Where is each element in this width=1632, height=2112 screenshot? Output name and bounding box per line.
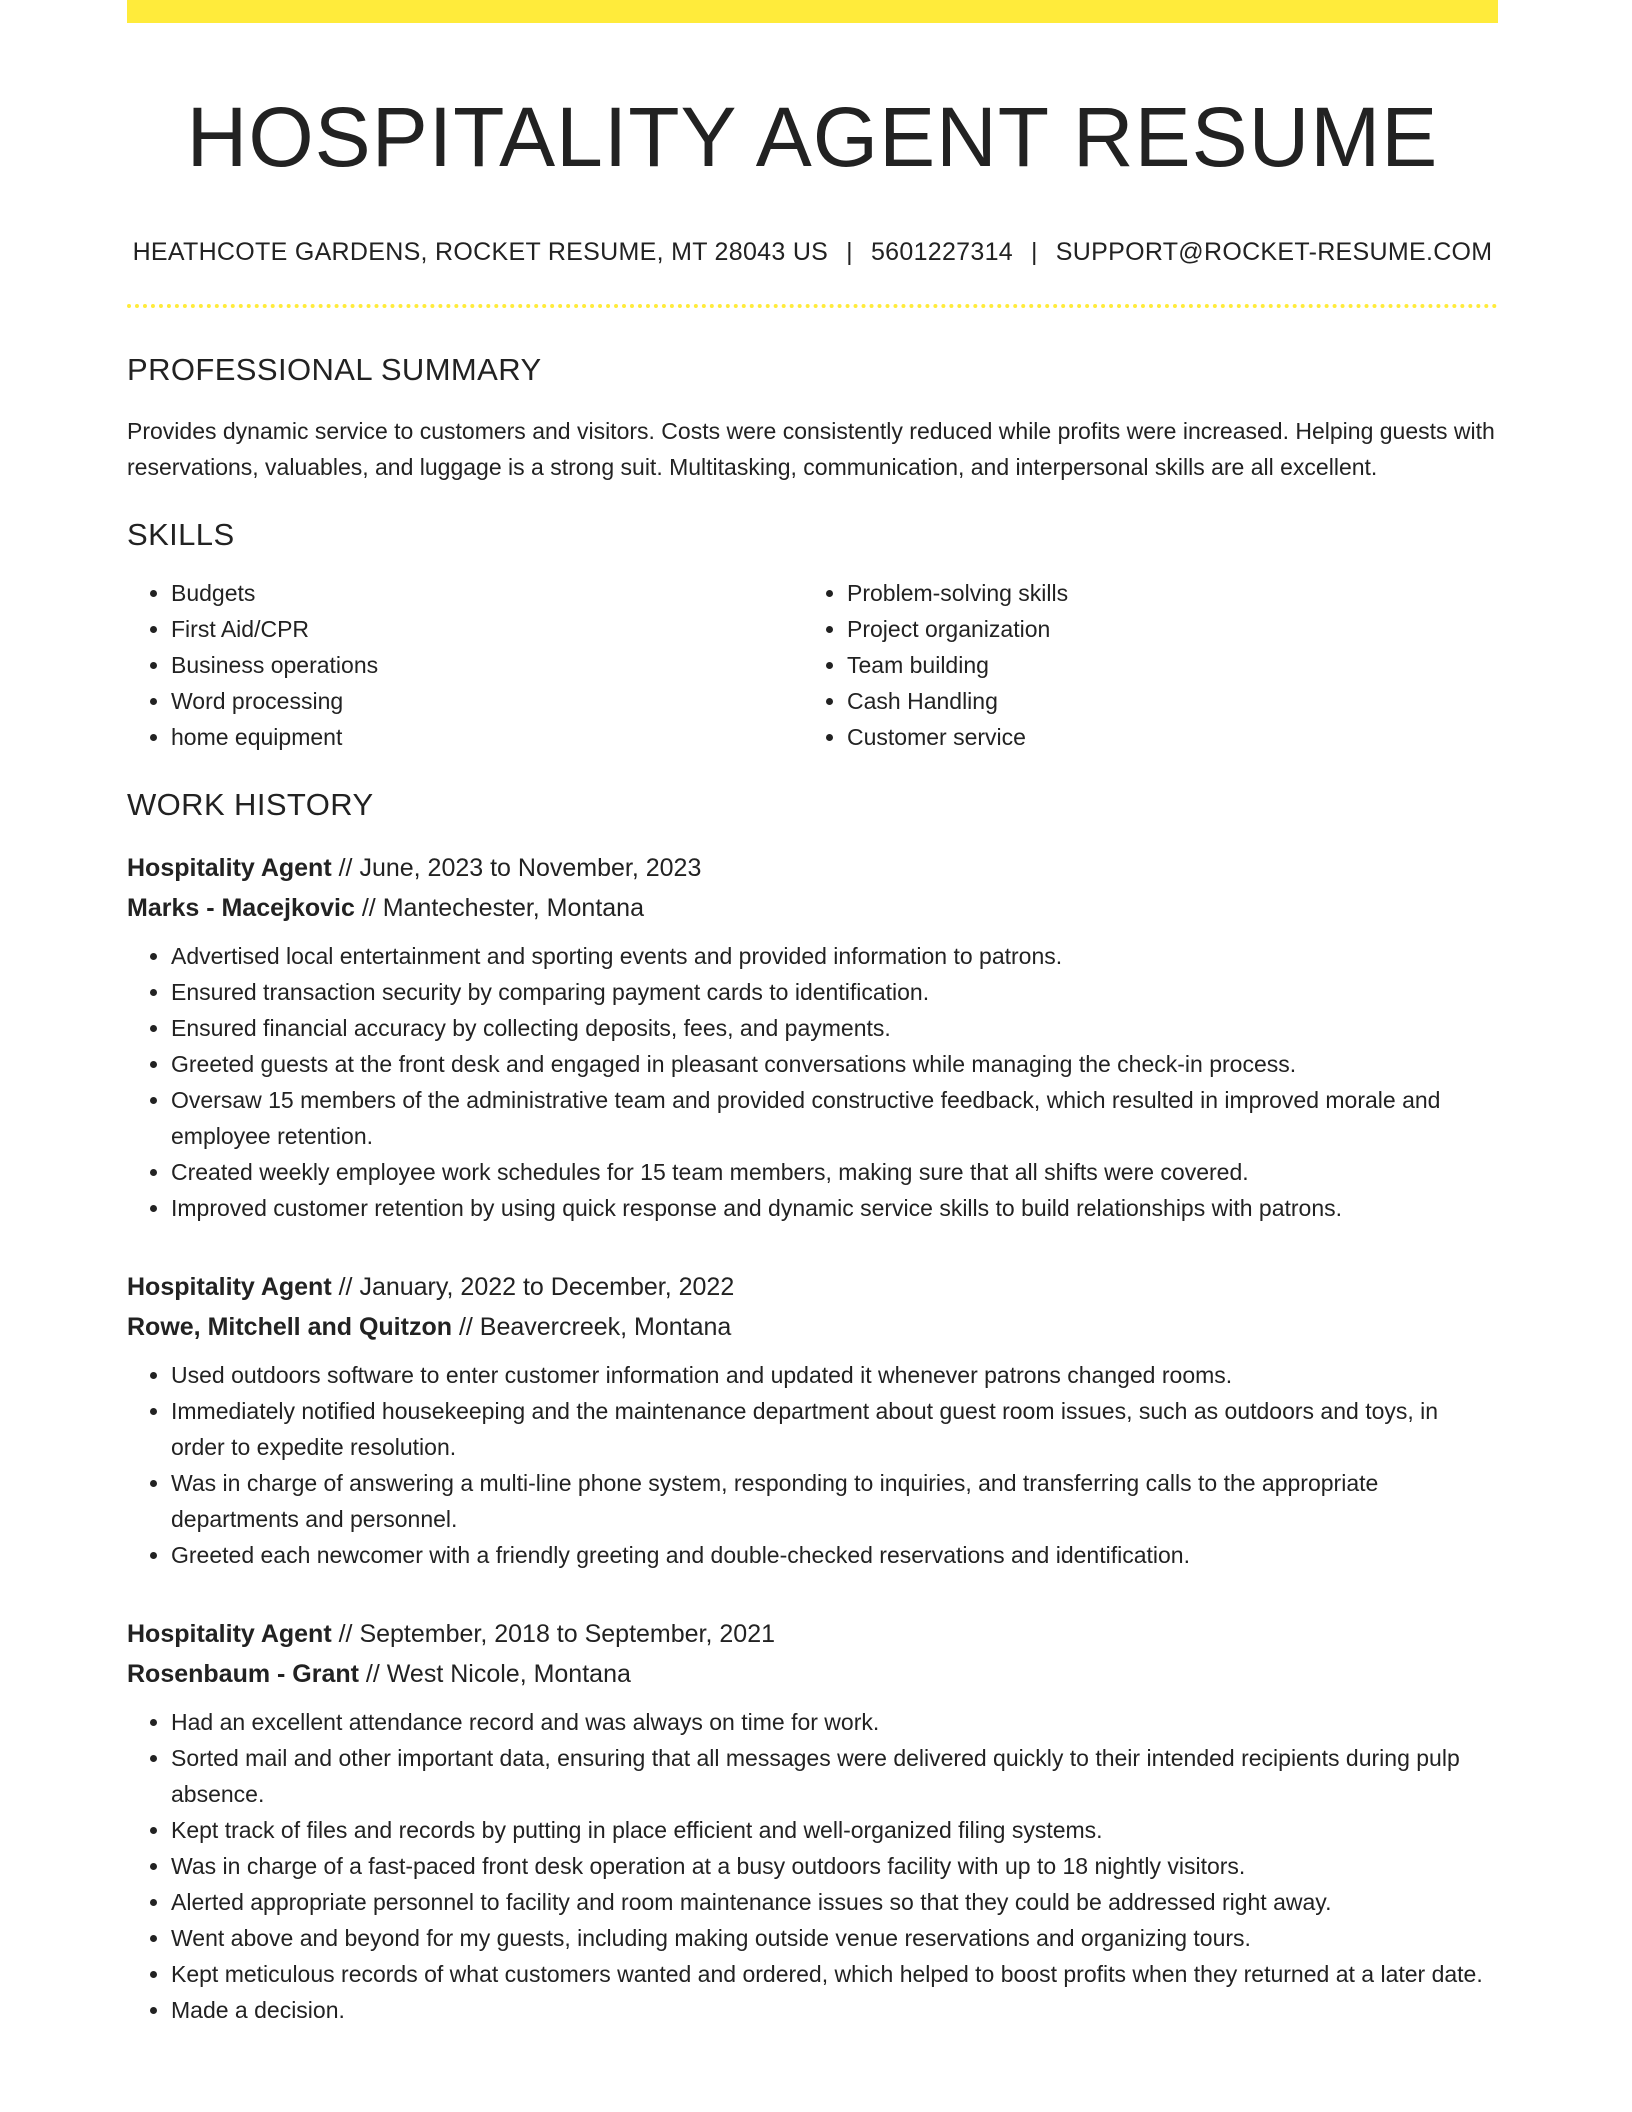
job-duty: • Oversaw 15 members of the administrative team and provided constructive feedback, which resulted in improved morale and employee retention. xyxy=(171,1082,1498,1154)
skill-item: • First Aid/CPR xyxy=(171,611,803,647)
job-dates: June, 2023 to November, 2023 xyxy=(359,853,702,882)
skill-item: • home equipment xyxy=(171,719,803,755)
dotted-divider xyxy=(127,304,1498,308)
job-duty: • Improved customer retention by using quick response and dynamic service skills to build relationships with patrons. xyxy=(171,1190,1498,1226)
contact-line xyxy=(127,238,1498,267)
job-entry xyxy=(127,848,1498,1226)
summary-heading: PROFESSIONAL SUMMARY xyxy=(127,351,542,387)
summary-text: Provides dynamic service to customers and visitors. Costs were consistently reduced while profits were increased. Helping guests with reservations, valuables, and luggage is a strong suit. Multitasking, communication, and interpersonal skills are all excellent. xyxy=(127,417,1495,480)
job-duty: • Greeted each newcomer with a friendly greeting and double-checked reservations and identification. xyxy=(171,1537,1498,1573)
accent-top-bar xyxy=(127,0,1498,23)
job-company: Rowe, Mitchell and Quitzon xyxy=(127,1312,452,1341)
job-title-line xyxy=(127,1614,1498,1654)
job-duty: • Ensured financial accuracy by collecting deposits, fees, and payments. xyxy=(171,1010,1498,1046)
job-duty: • Ensured transaction security by comparing payment cards to identification. xyxy=(171,974,1498,1010)
job-separator: // xyxy=(452,1312,480,1341)
skills-heading: SKILLS xyxy=(127,516,235,552)
job-separator: // xyxy=(331,1619,360,1648)
job-dates: January, 2022 to December, 2022 xyxy=(359,1272,735,1301)
job-company-line xyxy=(127,1307,1498,1347)
skill-item: • Budgets xyxy=(171,575,803,611)
job-company-line xyxy=(127,1654,1498,1694)
skill-item: • Team building xyxy=(847,647,1467,683)
job-company: Marks - Macejkovic xyxy=(127,893,355,922)
job-location: Beavercreek, Montana xyxy=(479,1312,732,1341)
skill-item: • Project organization xyxy=(847,611,1467,647)
contact-phone: 5601227314 xyxy=(870,237,1013,266)
job-separator: // xyxy=(354,893,383,922)
job-duty: • Went above and beyond for my guests, including making outside venue reservations and organizing tours. xyxy=(171,1920,1498,1956)
job-duty: • Alerted appropriate personnel to facility and room maintenance issues so that they could be addressed right away. xyxy=(171,1884,1498,1920)
job-title: Hospitality Agent xyxy=(127,853,332,882)
job-duty: • Advertised local entertainment and sporting events and provided information to patrons. xyxy=(171,938,1498,974)
job-duty: • Kept meticulous records of what customers wanted and ordered, which helped to boost profits when they returned at a later date. xyxy=(171,1956,1498,1992)
job-duties xyxy=(127,1704,1498,2028)
job-duty: • Had an excellent attendance record and was always on time for work. xyxy=(171,1704,1498,1740)
job-company-line xyxy=(127,888,1498,928)
skills-list xyxy=(127,575,1498,755)
job-company: Rosenbaum - Grant xyxy=(127,1659,359,1688)
work-history-heading: WORK HISTORY xyxy=(127,786,374,822)
contact-email: SUPPORT@ROCKET-RESUME.COM xyxy=(1055,237,1493,266)
resume-title: HOSPITALITY AGENT RESUME xyxy=(186,90,1439,184)
job-duty: • Created weekly employee work schedules for 15 team members, making sure that all shifts were covered. xyxy=(171,1154,1498,1190)
job-title: Hospitality Agent xyxy=(127,1272,332,1301)
job-duty: • Was in charge of answering a multi-line phone system, responding to inquiries, and transferring calls to the appropriate departments and personnel. xyxy=(171,1465,1498,1537)
job-duty: • Was in charge of a fast-paced front desk operation at a busy outdoors facility with up to 18 nightly visitors. xyxy=(171,1848,1498,1884)
job-location: West Nicole, Montana xyxy=(386,1659,631,1688)
skill-item: • Word processing xyxy=(171,683,803,719)
contact-separator: | xyxy=(1031,237,1038,266)
skills-column-left xyxy=(127,575,803,755)
job-duty: • Used outdoors software to enter customer information and updated it whenever patrons changed rooms. xyxy=(171,1357,1498,1393)
job-duty: • Sorted mail and other important data, ensuring that all messages were delivered quickly to their intended recipients during pulp absence. xyxy=(171,1740,1498,1812)
job-separator: // xyxy=(331,1272,360,1301)
contact-separator: | xyxy=(846,237,853,266)
job-duties xyxy=(127,1357,1498,1573)
skills-column-right xyxy=(803,575,1467,755)
job-entry xyxy=(127,1267,1498,1573)
contact-address: HEATHCOTE GARDENS, ROCKET RESUME, MT 28043 US xyxy=(132,237,829,266)
job-title-line xyxy=(127,848,1498,888)
skill-item: • Problem-solving skills xyxy=(847,575,1467,611)
job-title-line xyxy=(127,1267,1498,1307)
skill-item: • Business operations xyxy=(171,647,803,683)
job-location: Mantechester, Montana xyxy=(382,893,644,922)
resume-page xyxy=(127,0,1498,2028)
job-duty: • Kept track of files and records by putting in place efficient and well-organized filing systems. xyxy=(171,1812,1498,1848)
skill-item: • Cash Handling xyxy=(847,683,1467,719)
skill-item: • Customer service xyxy=(847,719,1467,755)
job-dates: September, 2018 to September, 2021 xyxy=(359,1619,776,1648)
job-entry xyxy=(127,1614,1498,2028)
job-duty: • Immediately notified housekeeping and the maintenance department about guest room issues, such as outdoors and toys, in order to expedite resolution. xyxy=(171,1393,1498,1465)
job-duty: • Greeted guests at the front desk and engaged in pleasant conversations while managing the check-in process. xyxy=(171,1046,1498,1082)
job-duties xyxy=(127,938,1498,1226)
job-separator: // xyxy=(331,853,360,882)
job-duty: • Made a decision. xyxy=(171,1992,1498,2028)
job-separator: // xyxy=(358,1659,387,1688)
job-title: Hospitality Agent xyxy=(127,1619,332,1648)
